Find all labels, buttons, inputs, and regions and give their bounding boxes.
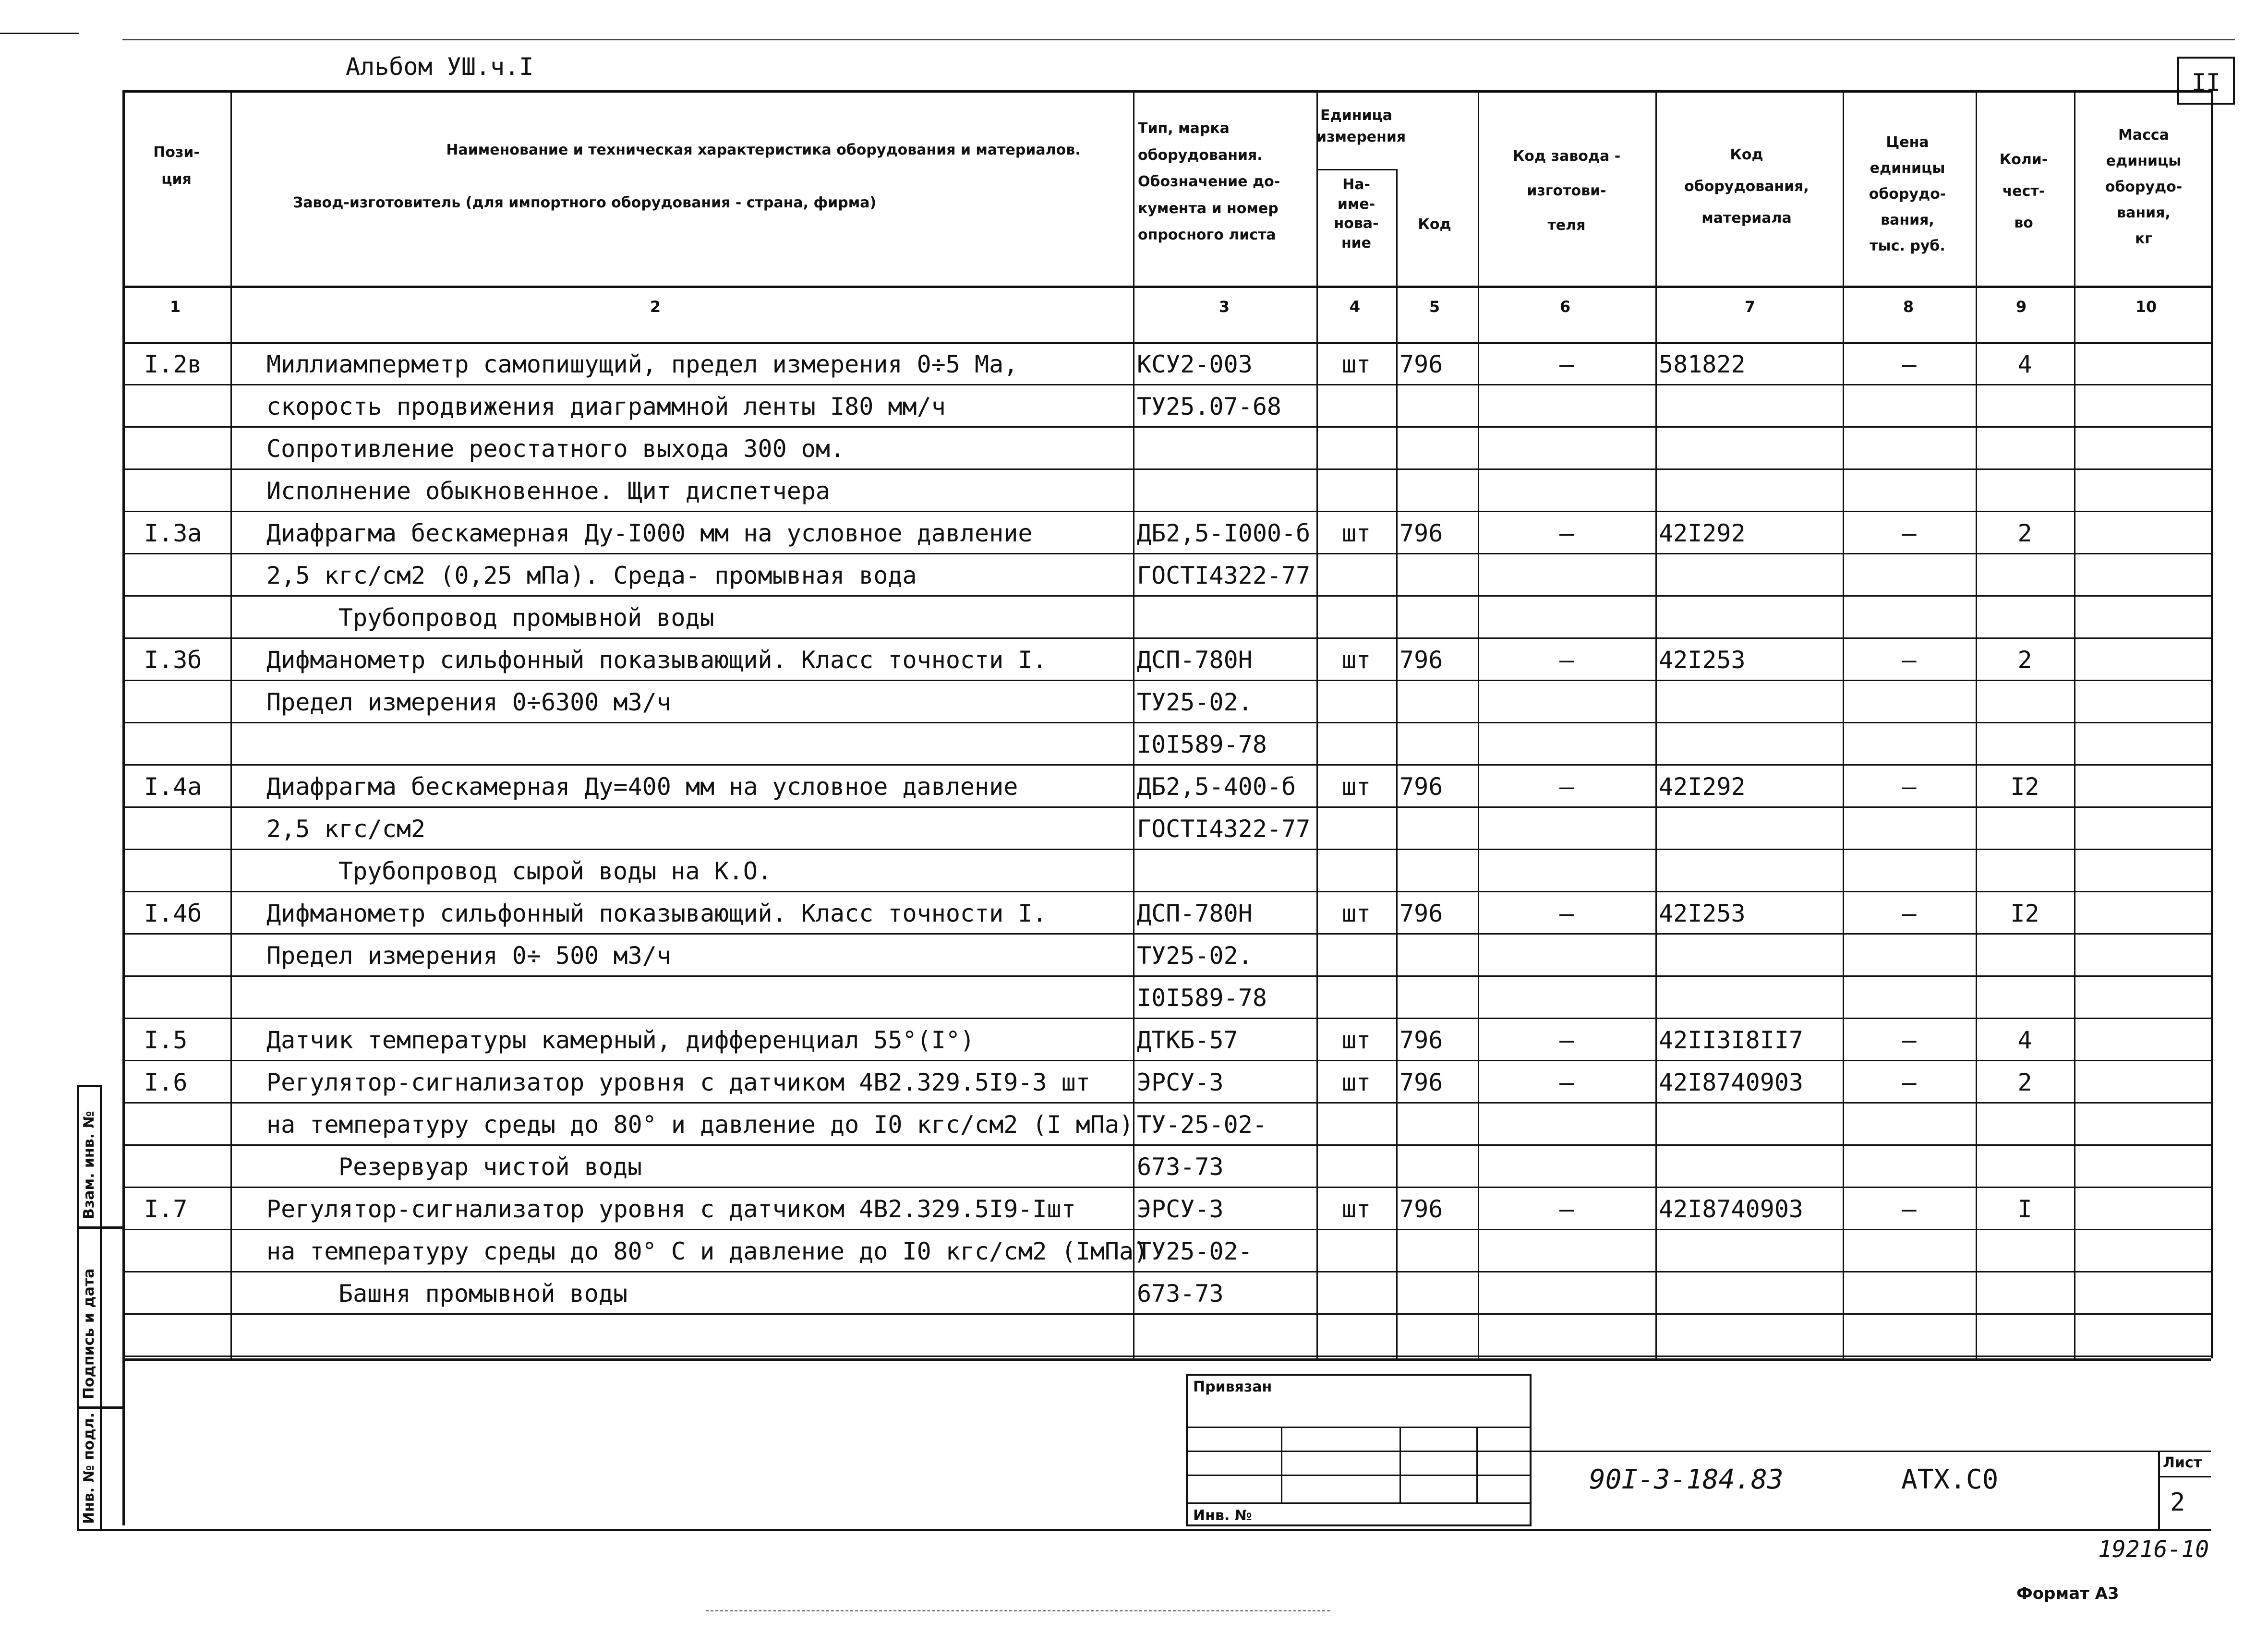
cell-equip: 42I253 <box>1659 646 1746 674</box>
row-divider <box>122 468 2211 470</box>
column-number: 9 <box>2015 298 2027 316</box>
sheet-label: Лист <box>2163 1454 2202 1471</box>
header-type: Тип, марка оборудования. Обозначение до- кумента и номер опросного листа <box>1138 120 1280 243</box>
cell-unit: шт <box>1341 1026 1371 1054</box>
cell-type: ДБ2,5-I000-б <box>1137 519 1311 547</box>
cell-code: 796 <box>1399 519 1443 547</box>
cell-qty: I2 <box>2010 900 2039 927</box>
header-price: Цена единицы оборудо- вания, тыс. руб. <box>1869 134 1946 254</box>
cell-name: Резервуар чистой воды <box>338 1153 642 1181</box>
row-divider <box>122 1313 2211 1315</box>
cell-price: – <box>1902 1195 1917 1223</box>
row-divider <box>122 1271 2211 1272</box>
row-divider <box>122 637 2211 639</box>
cell-type: ГОСТI4322-77 <box>1137 815 1311 843</box>
row-divider <box>122 764 2211 766</box>
header-factory-code: Код завода - изготови- теля <box>1512 148 1621 234</box>
cell-name: Миллиамперметр самопишущий, предел измерения 0÷5 Ма, <box>266 350 1018 378</box>
cell-qty: 4 <box>2017 1026 2032 1054</box>
cell-price: – <box>1902 773 1917 801</box>
cell-type: ДТКБ-57 <box>1137 1026 1238 1054</box>
cell-pos: I.6 <box>144 1068 188 1096</box>
cell-unit: шт <box>1341 1068 1371 1096</box>
column-number: 10 <box>2135 298 2157 316</box>
column-number: 5 <box>1429 298 1440 316</box>
column-divider <box>1843 90 1844 1358</box>
cell-price: – <box>1902 519 1917 547</box>
cell-factory: – <box>1559 1068 1574 1096</box>
row-divider <box>122 1187 2211 1188</box>
cell-type: ТУ25-02. <box>1137 942 1253 970</box>
cell-name: Дифманометр сильфонный показывающий. Класс точности I. <box>266 900 1047 927</box>
cell-factory: – <box>1559 519 1574 547</box>
row-divider <box>122 1229 2211 1230</box>
cell-unit: шт <box>1341 900 1371 927</box>
cell-equip: 581822 <box>1659 350 1746 378</box>
header-unit-group: Единица измерения <box>1316 107 1406 145</box>
cell-pos: I.4а <box>144 773 202 801</box>
cell-price: – <box>1902 1068 1917 1096</box>
cell-name: Башня промывной воды <box>338 1280 628 1308</box>
cell-code: 796 <box>1399 1026 1443 1054</box>
cell-factory: – <box>1559 773 1574 801</box>
cell-type: ТУ25-02. <box>1137 688 1253 716</box>
format-label: Формат А3 <box>2016 1584 2119 1603</box>
column-divider <box>230 90 232 1358</box>
header-name-line1: Наименование и техническая характеристика оборудования и материалов. <box>446 142 1081 158</box>
row-divider <box>122 806 2211 808</box>
column-number: 6 <box>1559 298 1571 316</box>
row-divider <box>122 933 2211 935</box>
cell-unit: шт <box>1341 773 1371 801</box>
cell-name: Датчик температуры камерный, дифференциал 55°(I°) <box>266 1026 975 1054</box>
cell-code: 796 <box>1399 773 1443 801</box>
cell-name: Регулятор-сигнализатор уровня с датчиком 4В2.329.5I9-3 шт <box>266 1068 1090 1096</box>
cell-price: – <box>1902 900 1917 927</box>
cell-unit: шт <box>1341 646 1371 674</box>
stamp-bound-label: Привязан <box>1193 1379 1272 1395</box>
row-divider <box>122 511 2211 512</box>
cell-factory: – <box>1559 900 1574 927</box>
cell-code: 796 <box>1399 900 1443 927</box>
header-mass: Масса единицы оборудо- вания, кг <box>2105 127 2183 247</box>
header-quantity: Коли- чест- во <box>1999 151 2048 231</box>
cell-type: КСУ2-003 <box>1137 350 1253 378</box>
cell-name: Сопротивление реостатного выхода 300 ом. <box>266 435 845 463</box>
header-equipment-code: Код оборудования, материала <box>1684 146 1809 227</box>
row-divider <box>122 891 2211 892</box>
cell-pos: I.4б <box>144 900 202 927</box>
header-name-line2: Завод-изготовитель (для импортного оборудования - страна, фирма) <box>293 194 877 211</box>
cell-name: на температуру среды до 80° С и давление до I0 кгс/см2 (IмПа) <box>266 1237 1148 1265</box>
cell-name: Предел измерения 0÷ 500 м3/ч <box>266 942 671 970</box>
column-number: 3 <box>1218 298 1230 316</box>
cell-qty: 2 <box>2017 1068 2032 1096</box>
cell-unit: шт <box>1341 350 1371 378</box>
row-divider <box>122 849 2211 850</box>
row-divider <box>122 1356 2211 1357</box>
column-divider <box>1478 90 1479 1358</box>
cell-type: ДБ2,5-400-б <box>1137 773 1296 801</box>
cell-type: I0I589-78 <box>1137 984 1267 1012</box>
cell-pos: I.7 <box>144 1195 188 1223</box>
cell-name: Предел измерения 0÷6300 м3/ч <box>266 688 671 716</box>
cell-equip: 42II3I8II7 <box>1659 1026 1804 1054</box>
cell-name: Диафрагма бескамерная Ду-I000 мм на условное давление <box>266 519 1033 547</box>
row-divider <box>122 384 2211 385</box>
row-divider <box>122 553 2211 554</box>
bottom-number: 19216-10 <box>2098 1536 2209 1563</box>
cell-name: 2,5 кгс/см2 (0,25 мПа). Среда- промывная вода <box>266 562 917 589</box>
column-number: 4 <box>1349 298 1361 316</box>
cell-type: 673-73 <box>1137 1280 1224 1308</box>
cell-equip: 42I8740903 <box>1659 1195 1804 1223</box>
cell-equip: 42I292 <box>1659 773 1746 801</box>
column-number: 7 <box>1744 298 1756 316</box>
cell-price: – <box>1902 350 1917 378</box>
doc-number: 90I-3-184.83 <box>1589 1464 1784 1495</box>
cell-factory: – <box>1559 646 1574 674</box>
album-title: Альбом УШ.ч.I <box>346 53 534 81</box>
cell-name: Дифманометр сильфонный показывающий. Класс точности I. <box>266 646 1047 674</box>
cell-code: 796 <box>1399 1068 1443 1096</box>
column-number: 8 <box>1903 298 1914 316</box>
column-number: 2 <box>650 298 661 316</box>
side-label-sign-date: Подпись и дата <box>81 1268 97 1399</box>
header-position: Пози- ция <box>153 144 200 188</box>
cell-factory: – <box>1559 1195 1574 1223</box>
page-corner-number: II <box>2177 57 2235 105</box>
cell-qty: I2 <box>2010 773 2039 801</box>
cell-type: ЭРСУ-3 <box>1137 1068 1224 1096</box>
row-divider <box>122 975 2211 977</box>
cell-type: 673-73 <box>1137 1153 1224 1181</box>
cell-qty: I <box>2017 1195 2032 1223</box>
cell-type: I0I589-78 <box>1137 731 1267 758</box>
cell-type: ТУ25.07-68 <box>1137 393 1282 420</box>
cell-unit: шт <box>1341 1195 1371 1223</box>
cell-type: ТУ25-02- <box>1137 1237 1253 1265</box>
cell-pos: I.3а <box>144 519 202 547</box>
cell-pos: I.2в <box>144 350 202 378</box>
row-divider <box>122 1060 2211 1061</box>
sheet-number: 2 <box>2170 1488 2185 1517</box>
column-number: 1 <box>169 298 181 316</box>
cell-type: ЭРСУ-3 <box>1137 1195 1224 1223</box>
column-divider <box>2074 90 2075 1358</box>
cell-pos: I.5 <box>144 1026 188 1054</box>
cell-pos: I.3б <box>144 646 202 674</box>
row-divider <box>122 722 2211 723</box>
cell-code: 796 <box>1399 350 1443 378</box>
row-divider <box>122 426 2211 428</box>
cell-equip: 42I292 <box>1659 519 1746 547</box>
cell-qty: 2 <box>2017 646 2032 674</box>
side-label-vzam-inv: Взам. инв. № <box>81 1111 97 1219</box>
cell-type: ТУ-25-02- <box>1137 1111 1267 1139</box>
doc-code: АТХ.С0 <box>1901 1464 1999 1495</box>
row-divider <box>122 1102 2211 1104</box>
header-unit-code: Код <box>1418 216 1451 233</box>
cell-type: ДСП-780Н <box>1137 646 1253 674</box>
cell-name: скорость продвижения диаграммной ленты I80 мм/ч <box>266 393 946 420</box>
cell-unit: шт <box>1341 519 1371 547</box>
cell-equip: 42I8740903 <box>1659 1068 1804 1096</box>
cell-qty: 2 <box>2017 519 2032 547</box>
cell-name: на температуру среды до 80° и давление до I0 кгс/см2 (I мПа) <box>266 1111 1134 1139</box>
column-divider <box>1655 90 1657 1358</box>
cell-equip: 42I253 <box>1659 900 1746 927</box>
header-unit-name: На- име- нова- ние <box>1334 176 1379 252</box>
cell-name: Исполнение обыкновенное. Щит диспетчера <box>266 477 830 505</box>
cell-code: 796 <box>1399 1195 1443 1223</box>
cell-name: Трубопровод сырой воды на К.О. <box>338 857 772 885</box>
column-divider <box>2211 90 2213 1358</box>
column-divider <box>1396 169 1398 1358</box>
cell-price: – <box>1902 1026 1917 1054</box>
top-left-rule <box>0 33 79 34</box>
row-divider <box>122 595 2211 597</box>
top-rule <box>122 39 2235 40</box>
cell-name: Диафрагма бескамерная Ду=400 мм на условное давление <box>266 773 1018 801</box>
cell-qty: 4 <box>2017 350 2032 378</box>
cell-price: – <box>1902 646 1917 674</box>
column-divider <box>1316 90 1318 1358</box>
column-divider <box>1976 90 1977 1358</box>
cell-name: Регулятор-сигнализатор уровня с датчиком 4В2.329.5I9-Iшт <box>266 1195 1076 1223</box>
stamp-inv-label: Инв. № <box>1193 1507 1252 1524</box>
row-divider <box>122 680 2211 681</box>
cell-name: 2,5 кгс/см2 <box>266 815 426 843</box>
row-divider <box>122 1144 2211 1146</box>
cell-code: 796 <box>1399 646 1443 674</box>
cell-name: Трубопровод промывной воды <box>338 604 714 632</box>
cell-factory: – <box>1559 1026 1574 1054</box>
cell-type: ДСП-780Н <box>1137 900 1253 927</box>
row-divider <box>122 1018 2211 1019</box>
cell-factory: – <box>1559 350 1574 378</box>
side-label-inv-podl: Инв. № подл. <box>81 1412 97 1524</box>
cell-type: ГОСТI4322-77 <box>1137 562 1311 589</box>
